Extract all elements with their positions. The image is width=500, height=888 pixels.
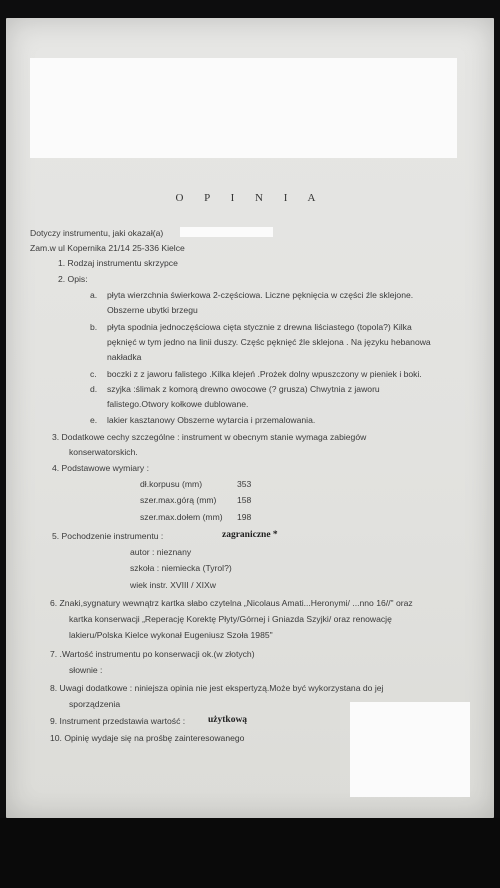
item-5: 5. Pochodzenie instrumentu : bbox=[52, 531, 164, 541]
document-title: O P I N I A bbox=[175, 192, 325, 204]
item-1: 1. Rodzaj instrumentu skrzypce bbox=[58, 258, 178, 268]
sub-d-label: d. bbox=[90, 384, 98, 394]
item-3-line-1: 3. Dodatkowe cechy szczególne : instrument w obecnym stanie wymaga zabiegów bbox=[52, 432, 367, 442]
item-9: 9. Instrument przedstawia wartość : bbox=[50, 716, 186, 726]
sub-b-line-2: pęknięć w tym jedno na linii duszy. Częśc pęknięć źle sklejona . Na języku hebanowa bbox=[107, 337, 431, 347]
sub-e-line-1: lakier kasztanowy Obszerne wytarcia i przemalowania. bbox=[107, 415, 316, 425]
background-surface bbox=[0, 818, 500, 888]
item-6-line-3: lakieru/Polska Kielce wykonał Eugeniusz Szoła 1985" bbox=[69, 630, 273, 640]
redacted-signature-block bbox=[350, 702, 470, 797]
item-7-line-1: 7. .Wartość instrumentu po konserwacji ok.(w złotych) bbox=[50, 649, 255, 659]
item-4: 4. Podstawowe wymiary : bbox=[52, 463, 149, 473]
age: wiek instr. XVIII / XIXw bbox=[130, 580, 216, 590]
dim-value-1: 158 bbox=[237, 495, 252, 505]
sub-a-line-1: płyta wierzchnia świerkowa 2-częściowa. Liczne pęknięcia w części źle sklejone. bbox=[107, 290, 414, 300]
sub-e-label: e. bbox=[90, 415, 98, 425]
school: szkoła : niemiecka (Tyrol?) bbox=[130, 563, 232, 573]
item-8-line-2: sporządzenia bbox=[69, 699, 121, 709]
item-7-line-2: słownie : bbox=[69, 665, 103, 675]
sub-d-line-1: szyjka :ślimak z komorą drewno owocowe (? grusza) Chwytnia z jaworu bbox=[107, 384, 380, 394]
item-5-value: zagraniczne * bbox=[222, 530, 278, 540]
dim-value-2: 198 bbox=[237, 512, 252, 522]
redacted-name-field bbox=[180, 227, 273, 237]
item-6-line-2: kartka konserwacji „Reperację Korektę Płyty/Górnej i Gniazda Szyjki/ oraz renowację bbox=[69, 614, 392, 624]
dim-label-1: szer.max.górą (mm) bbox=[140, 495, 217, 505]
sub-d-line-2: falistego.Otwory kołkowe dublowane. bbox=[107, 399, 249, 409]
intro-line-2: Zam.w ul Kopernika 21/14 25-336 Kielce bbox=[30, 243, 185, 253]
dim-value-0: 353 bbox=[237, 479, 252, 489]
sub-b-line-3: nakładka bbox=[107, 352, 142, 362]
sub-a-label: a. bbox=[90, 290, 98, 300]
sub-a-line-2: Obszerne ubytki brzegu bbox=[107, 305, 198, 315]
sub-c-line-1: boczki z z jaworu falistego .Kilka klejeń .Prożek dolny wpuszczony w pieniek i boki. bbox=[107, 369, 422, 379]
sub-c-label: c. bbox=[90, 369, 97, 379]
item-2: 2. Opis: bbox=[58, 274, 88, 284]
dim-label-2: szer.max.dołem (mm) bbox=[140, 512, 223, 522]
dim-label-0: dł.korpusu (mm) bbox=[140, 479, 203, 489]
sub-b-label: b. bbox=[90, 322, 98, 332]
item-10: 10. Opinię wydaje się na prośbę zainteresowanego bbox=[50, 733, 245, 743]
item-9-value: użytkową bbox=[208, 715, 248, 725]
item-3-line-2: konserwatorskich. bbox=[69, 447, 138, 457]
intro-line-1: Dotyczy instrumentu, jaki okazał(a) bbox=[30, 228, 164, 238]
author: autor : nieznany bbox=[130, 547, 192, 557]
redacted-header-block bbox=[30, 58, 457, 158]
sub-b-line-1: płyta spodnia jednoczęściowa cięta stycznie z drewna liściastego (topola?) Kilka bbox=[107, 322, 412, 332]
item-6-line-1: 6. Znaki,sygnatury wewnątrz kartka słabo czytelna „Nicolaus Amati...Heronymi/ ...nno 16//" oraz bbox=[50, 598, 413, 608]
item-8-line-1: 8. Uwagi dodatkowe : niniejsza opinia nie jest ekspertyzą.Może być wykorzystana do jej bbox=[50, 683, 384, 693]
